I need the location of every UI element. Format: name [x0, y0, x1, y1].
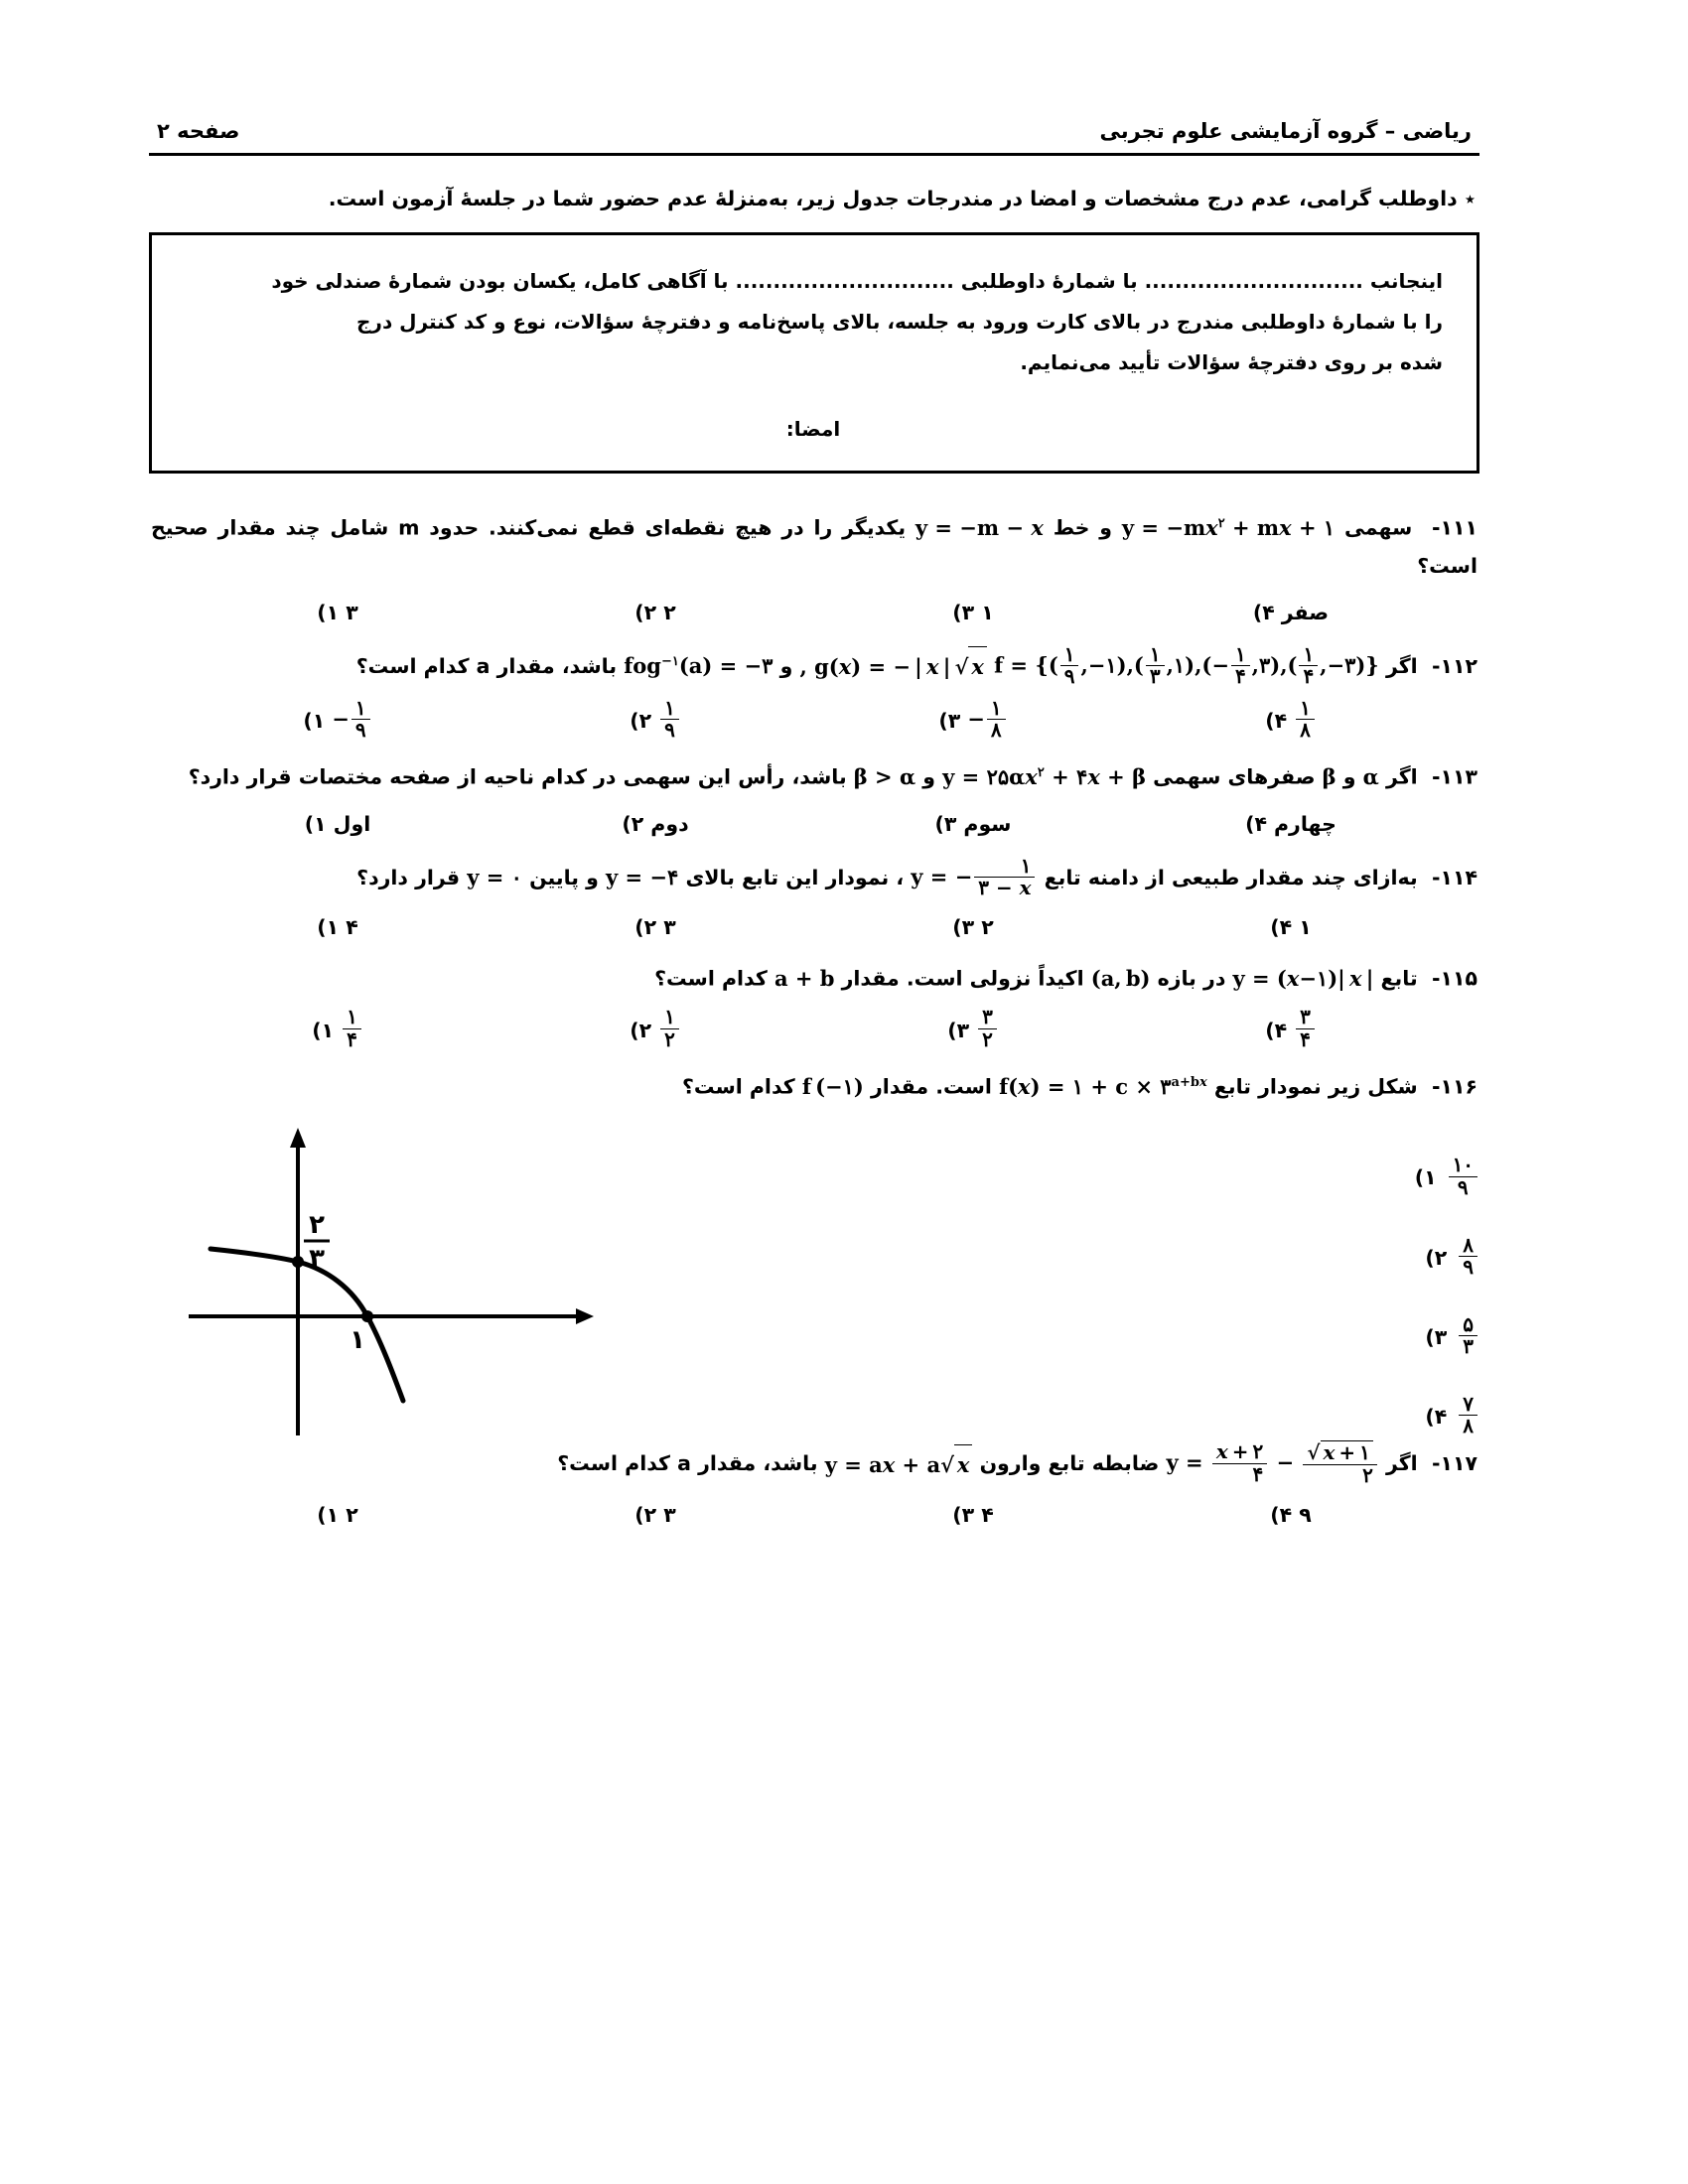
option-117-2-value: ۳	[663, 1502, 676, 1527]
option-111-2-key: ۲)	[634, 600, 657, 624]
question-114-formula-3: y = ۰	[467, 865, 522, 890]
option-116-3-value: $\frac{۵}{۳}$	[1457, 1315, 1479, 1359]
option-113-3-value: سوم	[963, 811, 1012, 836]
option-111-2-value: ۲	[663, 600, 676, 624]
question-116-formula-2: f (−۱)	[801, 1073, 864, 1099]
question-117-formula-1: y = $\frac{x + ۲}{۴}$ − $\frac{√ x + ۱}{۲}$	[1167, 1441, 1379, 1487]
option-116-4[interactable]	[1311, 1391, 1479, 1438]
option-112-2[interactable]	[496, 695, 814, 743]
y-intercept-numerator: ۲	[309, 1210, 325, 1241]
option-116-4-value: $\frac{۷}{۸}$	[1457, 1395, 1479, 1438]
option-117-4-key: ۴)	[1270, 1502, 1293, 1527]
option-115-4-key: ۴)	[1265, 1018, 1288, 1042]
question-115-formula-2: (a, b)	[1090, 965, 1151, 991]
question-111-number: ۱۱۱-	[1431, 515, 1477, 540]
question-115-formula-3: a + b	[774, 965, 835, 991]
question-115-text-b: در بازه	[1157, 966, 1226, 991]
option-115-2[interactable]	[496, 1005, 814, 1052]
question-113-text-d: باشد، رأس این سهمی در کدام ناحیه از صفحه مختصات قرار دارد؟	[188, 764, 847, 789]
attendance-notice: ٭ داوطلب گرامی، عدم درج مشخصات و امضا در مندرجات جدول زیر، به‌منزلۀ عدم حضور شما در جلسۀ آزمون است.	[328, 187, 1476, 210]
question-116-number: ۱۱۶-	[1431, 1074, 1477, 1098]
y-intercept-point	[292, 1256, 304, 1268]
option-111-4[interactable]	[1132, 596, 1450, 629]
option-111-1-key: ۱)	[317, 600, 340, 624]
declaration-line-2: را با شمارۀ داوطلبی مندرج در بالای کارت ورود به جلسه، بالای پاسخ‌نامه و دفترچۀ سؤالات، نوع و کد کنترل درج	[356, 309, 1443, 334]
option-113-2[interactable]	[496, 807, 814, 841]
option-111-1-value: ۳	[346, 600, 358, 624]
question-114-text-d: قرار دارد؟	[356, 865, 461, 889]
option-113-1[interactable]	[179, 807, 496, 841]
option-111-3-value: ۱	[981, 600, 994, 624]
option-117-4-value: ۹	[1299, 1502, 1312, 1527]
option-112-3[interactable]	[814, 695, 1132, 743]
option-111-3-key: ۳)	[952, 600, 975, 624]
y-axis-arrow	[290, 1128, 306, 1148]
question-112-number: ۱۱۲-	[1431, 653, 1477, 678]
question-112-text-c: باشد، مقدار a کدام است؟	[355, 653, 618, 678]
question-116-figure-area	[149, 1108, 1479, 1438]
option-114-4-value: ۱	[1299, 914, 1312, 939]
option-117-2[interactable]	[496, 1498, 814, 1532]
option-111-3[interactable]	[814, 596, 1132, 629]
y-intercept-denominator: ۳	[309, 1244, 325, 1275]
option-113-2-key: ۲)	[622, 811, 644, 836]
option-117-3-key: ۳)	[952, 1502, 975, 1527]
question-111	[149, 509, 1479, 629]
question-114-text-a: به‌ازای چند مقدار طبیعی از دامنه تابع	[1044, 865, 1418, 889]
option-114-2-key: ۲)	[634, 914, 657, 939]
question-116-text-a: شکل زیر نمودار تابع	[1213, 1074, 1418, 1098]
question-115-options	[149, 1005, 1479, 1052]
option-117-4[interactable]	[1132, 1498, 1450, 1532]
option-114-2-value: ۳	[663, 914, 676, 939]
option-114-3[interactable]	[814, 910, 1132, 944]
option-114-4[interactable]	[1132, 910, 1450, 944]
question-116-text-c: کدام است؟	[681, 1074, 795, 1098]
option-115-3-value: $\frac{۳}{۲}$	[976, 1008, 999, 1051]
option-117-3[interactable]	[814, 1498, 1132, 1532]
option-112-3-value: − $\frac{۱}{۸}$	[967, 699, 1007, 743]
question-115-text-d: کدام است؟	[654, 966, 768, 991]
option-116-1[interactable]	[1311, 1153, 1479, 1199]
question-117-text-a: اگر	[1385, 1451, 1418, 1476]
option-115-2-value: $\frac{۱}{۲}$	[658, 1008, 681, 1051]
option-114-3-key: ۳)	[952, 914, 975, 939]
question-113-beta: β	[1322, 763, 1336, 789]
option-112-1-key: ۱)	[303, 708, 326, 733]
signature-label: امضا:	[785, 416, 841, 441]
question-112-formula-fog: fog$^{-۱}$(a) = −۳	[624, 653, 774, 679]
question-111-text	[149, 509, 1479, 586]
question-113-text-a: اگر	[1385, 764, 1418, 789]
option-114-4-key: ۴)	[1270, 914, 1293, 939]
question-117	[149, 1441, 1479, 1531]
option-112-1[interactable]	[179, 695, 496, 743]
question-114-number: ۱۱۴-	[1431, 865, 1477, 889]
question-115-formula-1: y = (x−۱)| x |	[1232, 965, 1374, 991]
question-117-options	[149, 1498, 1479, 1532]
question-112-options	[149, 695, 1479, 743]
question-111-options	[149, 596, 1479, 629]
question-112-formula-set: f = {( $\frac{۱}{۹}$ ,−۱),( $\frac{۱}{۳}$ ,۱),(− $\frac{۱}{۴}$ ,۳),( $\frac{۱}{۴}$ ,−۳)}	[994, 641, 1379, 689]
question-116-text-b: است. مقدار	[870, 1074, 992, 1098]
option-116-4-key: ۴)	[1425, 1404, 1448, 1429]
question-113-options	[149, 807, 1479, 841]
question-114	[149, 853, 1479, 944]
option-113-1-value: اول	[333, 811, 371, 836]
question-114-options	[149, 910, 1479, 944]
x-intercept-label: ۱	[350, 1325, 365, 1356]
option-115-1[interactable]	[179, 1005, 496, 1052]
option-112-1-value: − $\frac{۱}{۹}$	[332, 699, 371, 743]
declaration-line-1: اینجانب ............................. با شمارۀ داوطلبی ............................. با آگاهی کامل، یکسان بودن شمارۀ صندلی خود	[271, 268, 1443, 293]
question-115-text-a: تابع	[1380, 966, 1418, 991]
question-111-text-b: و خط	[1053, 515, 1113, 540]
question-113-text-b: صفرهای سهمی	[1153, 764, 1316, 789]
question-112-text-b: و	[779, 653, 793, 678]
option-117-2-key: ۲)	[634, 1502, 657, 1527]
option-114-1-key: ۱)	[317, 914, 340, 939]
option-116-2-value: $\frac{۸}{۹}$	[1457, 1236, 1479, 1280]
question-112-text-a: اگر	[1385, 653, 1418, 678]
option-111-4-key: ۴)	[1252, 600, 1275, 624]
option-116-1-key: ۱)	[1414, 1165, 1437, 1190]
option-113-3[interactable]	[814, 807, 1132, 841]
question-113-text-c: و	[922, 764, 936, 789]
page-content	[149, 119, 1479, 1548]
option-111-2[interactable]	[496, 596, 814, 629]
question-117-formula-2: y = ax + a√ x	[825, 1444, 973, 1485]
option-113-2-value: دوم	[650, 811, 689, 836]
option-115-1-key: ۱)	[312, 1018, 335, 1042]
option-112-4-key: ۴)	[1265, 708, 1288, 733]
question-113-number: ۱۱۳-	[1431, 764, 1477, 789]
question-114-formula-1: y = − $\frac{۱}{۳ - x}$	[911, 857, 1037, 900]
question-114-text-b: ، نمودار این تابع بالای	[685, 865, 905, 889]
question-113-formula-1: $y = ۲۵\alpha x^۲$ + ۴x + β	[942, 763, 1147, 789]
option-113-1-key: ۱)	[304, 811, 327, 836]
option-114-1-value: ۴	[346, 914, 358, 939]
option-116-3[interactable]	[1311, 1311, 1479, 1359]
declaration-box	[149, 232, 1479, 474]
option-115-4[interactable]	[1132, 1005, 1450, 1052]
x-intercept-point	[361, 1310, 373, 1322]
option-112-4[interactable]	[1132, 695, 1450, 743]
question-111-formula-2: y = −m − x	[914, 514, 1044, 540]
question-116-text	[149, 1068, 1479, 1107]
option-117-1-value: ۲	[346, 1502, 358, 1527]
question-116-options	[1311, 1153, 1479, 1476]
question-115-text-c: اکیداً نزولی است. مقدار	[841, 966, 1084, 991]
question-116-graph	[179, 1118, 606, 1435]
option-112-3-key: ۳)	[938, 708, 961, 733]
header-subject: ریاضی – گروه آزمایشی علوم تجربی	[1099, 119, 1472, 143]
question-111-text-c: یکدیگر را در هیچ نقطه‌ای قطع نمی‌کنند. حدود m شامل چند مقدار صحیح است؟	[151, 515, 1477, 578]
question-112-text	[149, 641, 1479, 689]
question-117-text-c: باشد، مقدار a کدام است؟	[557, 1451, 818, 1476]
question-113	[149, 758, 1479, 841]
page-header	[149, 119, 1479, 153]
option-114-1[interactable]	[179, 910, 496, 944]
header-divider	[149, 153, 1479, 156]
option-111-4-value: صفر	[1281, 600, 1330, 624]
question-113-text	[149, 758, 1479, 797]
option-115-4-value: $\frac{۳}{۴}$	[1294, 1008, 1317, 1051]
option-115-3-key: ۳)	[947, 1018, 970, 1042]
question-114-formula-2: y = −۴	[606, 865, 679, 890]
question-114-text-c: و پایین	[529, 865, 599, 889]
question-111-formula-1: $y = -mx^۲$ + mx + ۱	[1121, 514, 1336, 540]
question-116	[149, 1068, 1479, 1436]
question-112-formula-g: , g(x) = − | x | √ x	[799, 646, 986, 687]
question-111-text-a: سهمی	[1344, 515, 1413, 540]
option-117-3-value: ۴	[981, 1502, 994, 1527]
option-116-2-key: ۲)	[1425, 1245, 1448, 1270]
x-axis-arrow	[576, 1308, 594, 1324]
option-112-2-key: ۲)	[630, 708, 652, 733]
exponential-decay-plot	[179, 1118, 606, 1435]
header-page-number: صفحه ۲	[157, 119, 240, 143]
question-115	[149, 960, 1479, 1052]
option-116-3-key: ۳)	[1425, 1324, 1448, 1349]
option-114-3-value: ۲	[981, 914, 994, 939]
option-115-3[interactable]	[814, 1005, 1132, 1052]
question-113-and: و	[1342, 764, 1356, 789]
question-115-text	[149, 960, 1479, 999]
question-112	[149, 641, 1479, 743]
option-113-4-value: چهارم	[1274, 811, 1336, 836]
option-113-4[interactable]	[1132, 807, 1450, 841]
option-111-1[interactable]	[179, 596, 496, 629]
option-116-2[interactable]	[1311, 1232, 1479, 1280]
question-116-formula-1: f(x) = ۱ + $c \times ۳^{a+bx}$	[999, 1073, 1207, 1099]
question-114-text	[149, 853, 1479, 900]
option-117-1-key: ۱)	[317, 1502, 340, 1527]
option-115-2-key: ۲)	[630, 1018, 652, 1042]
question-117-number: ۱۱۷-	[1431, 1451, 1477, 1476]
function-curve	[211, 1249, 403, 1401]
option-114-2[interactable]	[496, 910, 814, 944]
question-117-text	[149, 1441, 1479, 1487]
question-115-number: ۱۱۵-	[1431, 966, 1477, 991]
option-115-1-value: $\frac{۱}{۴}$	[341, 1008, 363, 1051]
question-113-alpha: α	[1362, 763, 1379, 789]
question-117-text-b: ضابطه تابع وارون	[979, 1451, 1160, 1476]
option-116-1-value: $\frac{۱۰}{۹}$	[1447, 1156, 1479, 1199]
option-112-2-value: $\frac{۱}{۹}$	[658, 699, 681, 743]
option-117-1[interactable]	[179, 1498, 496, 1532]
option-112-4-value: $\frac{۱}{۸}$	[1294, 699, 1317, 743]
question-113-formula-2: β > α	[853, 763, 916, 789]
option-113-4-key: ۴)	[1245, 811, 1268, 836]
declaration-line-3: شده بر روی دفترچۀ سؤالات تأیید می‌نمایم.	[1020, 349, 1443, 374]
option-113-3-key: ۳)	[934, 811, 957, 836]
